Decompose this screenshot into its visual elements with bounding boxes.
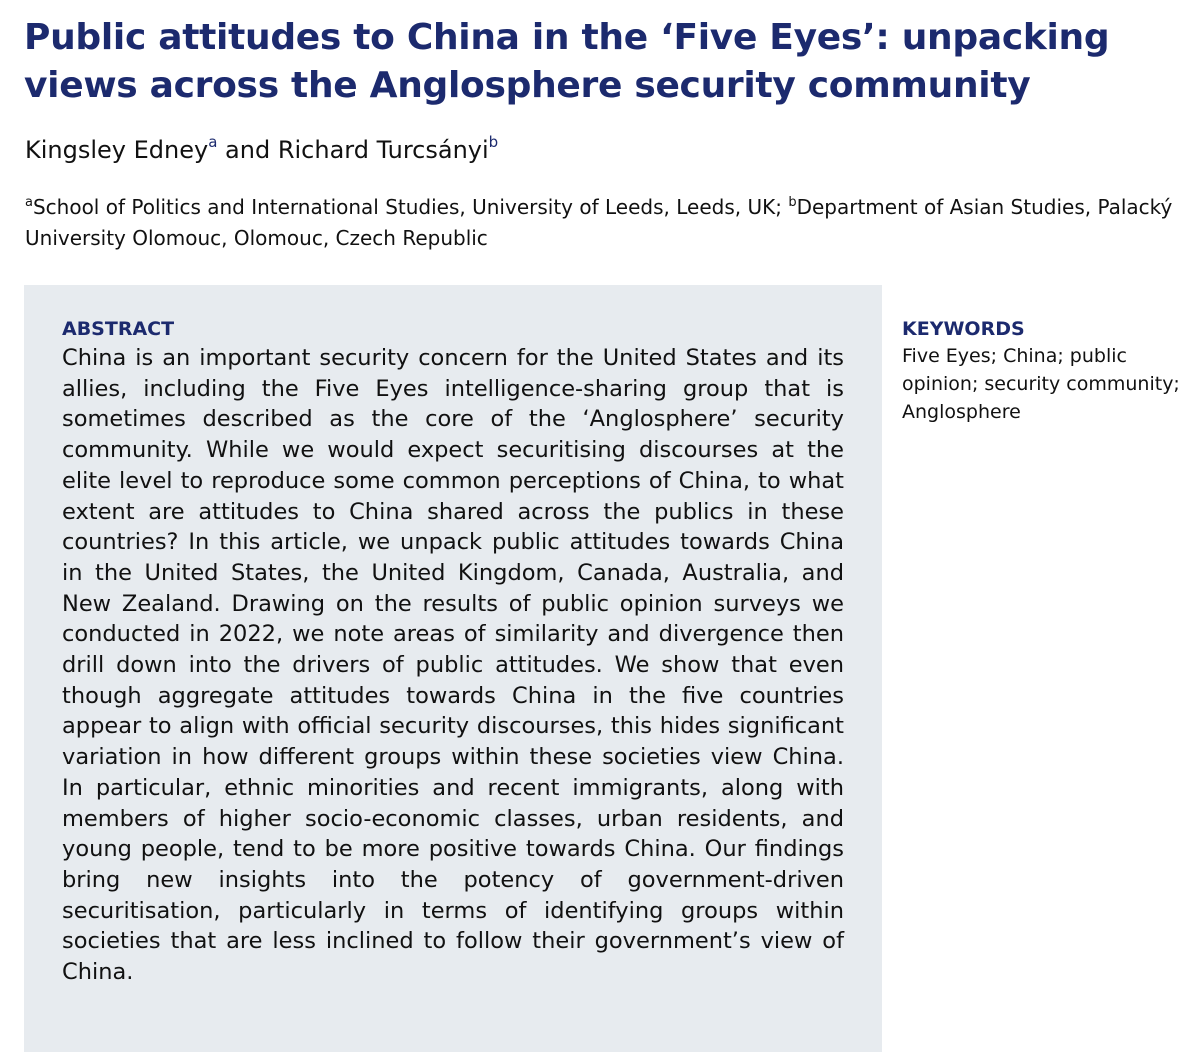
affiliation-mark: b <box>788 195 797 210</box>
affiliation-mark[interactable]: a <box>208 133 218 151</box>
affiliation-mark[interactable]: b <box>488 133 499 151</box>
abstract-text: China is an important security concern for the United States and its allies, including the Five Eyes intelligence-sharing group that is sometimes described as the core of the ‘Anglosphere’ security community. While we would expect securitising discourses at the elite level to reproduce some common perceptions of China, to what extent are attitudes to China shared across the publics in these countries? In this article, we unpack public attitudes towards China in the United States, the United Kingdom, Canada, Australia, and New Zealand. Drawing on the results of public opinion surveys we conducted in 2022, we note areas of similarity and divergence then drill down into the drivers of public attitudes. We show that even though aggregate attitudes towards China in the five countries appear to align with official security discourses, this hides significant variation in how different groups within these societies view China. In particular, ethnic minorities and recent immigrants, along with members of higher socio-economic classes, urban residents, and young people, tend to be more positive towards China. Our findings bring new insights into the potency of government-driven securitisation, particularly in terms of identifying groups within societies that are less inclined to follow their government’s view of China. <box>62 345 844 986</box>
affiliation-text: School of Politics and International Studies, University of Leeds, Leeds, UK; <box>32 195 789 219</box>
author-name: Richard Turcsányi <box>277 136 489 164</box>
affiliation-text: Department of Asian Studies, Palacký University Olomouc, Olomouc, Czech Republic <box>25 195 1173 250</box>
author-list <box>25 134 498 166</box>
abstract-box <box>24 285 882 1052</box>
keywords-text: Five Eyes; China; public opinion; security community; Anglosphere <box>902 345 1180 423</box>
author-separator: and <box>217 136 278 164</box>
abstract-heading: ABSTRACT <box>62 318 175 340</box>
affiliation-mark: a <box>25 195 33 210</box>
affiliations <box>25 192 1185 254</box>
author-name: Kingsley Edney <box>25 136 209 164</box>
keywords-heading: KEYWORDS <box>902 318 1025 340</box>
article-title: Public attitudes to China in the ‘Five Eyes’: unpacking views across the Anglosphere security community <box>24 17 1110 106</box>
